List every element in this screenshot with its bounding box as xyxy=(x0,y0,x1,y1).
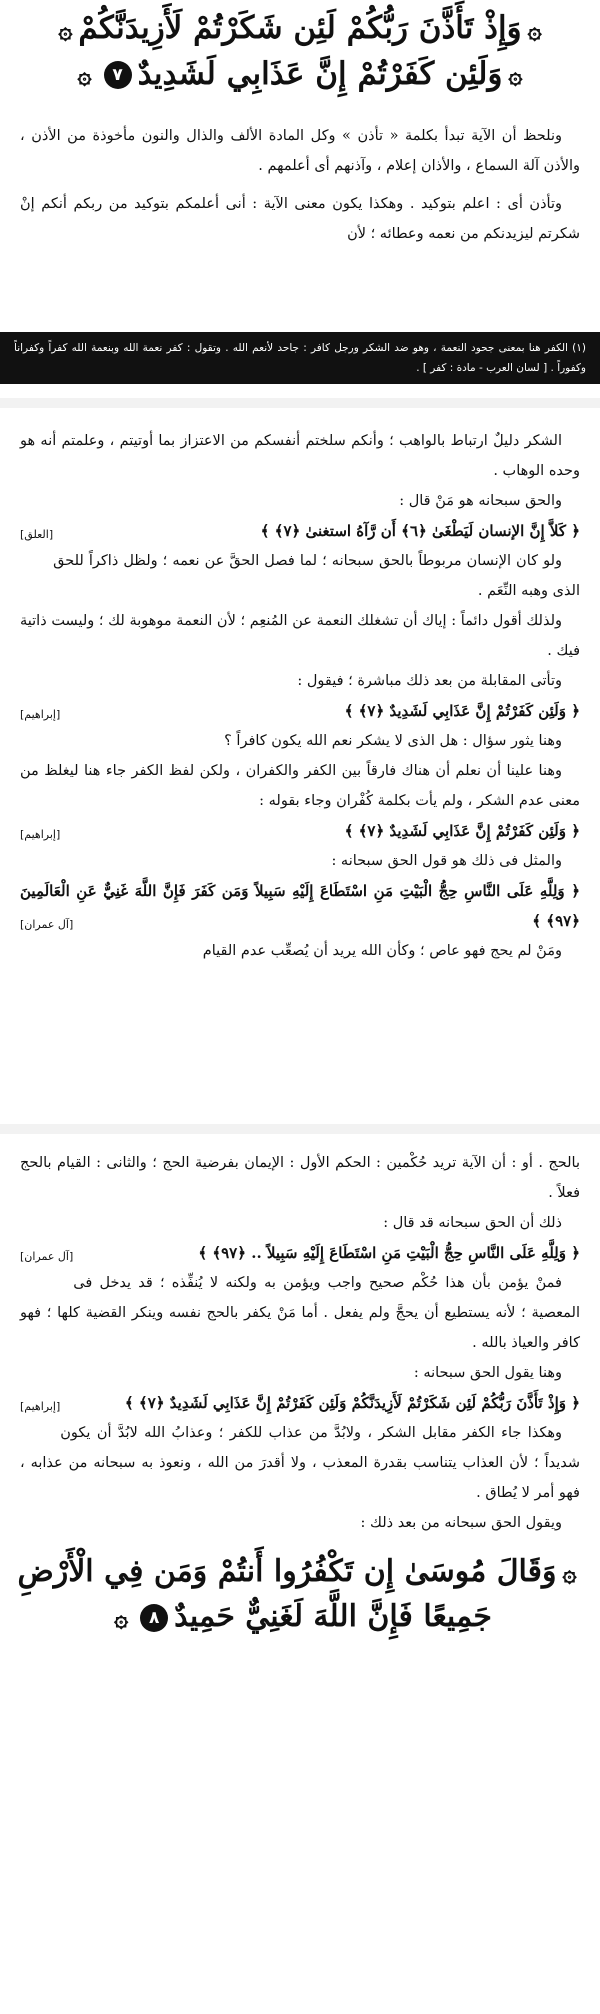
quran-quote xyxy=(0,1238,600,1268)
paragraph: وهكذا جاء الكفر مقابل الشكر ، ولابُدَّ من عذاب للكفر ؛ وعذابُ الله لابُدَّ أن يكون شديداً ؛ لأن العذاب يتناسب بقدرة المعذب ، ولا أقدرَ من الله ، ونعوذ به سبحانه من عذابه ، فهو أمر لا يُطاق . xyxy=(20,1425,580,1501)
page-2 xyxy=(0,408,600,1124)
ornament-icon: ۞ xyxy=(58,14,73,44)
quote-text: ﴿ وَلِلَّهِ عَلَى النَّاسِ حِجُّ الْبَيْتِ مَنِ اسْتَطَاعَ إِلَيْهِ سَبِيلاً وَمَن كَفَرَ فَإِنَّ اللَّهَ غَنِيٌّ عَنِ الْعَالَمِينَ ﴿٩٧﴾ ﴾ xyxy=(20,882,580,930)
verse-text: وَقَالَ مُوسَىٰ إِن تَكْفُرُوا أَنتُمْ وَمَن فِي الْأَرْضِ xyxy=(17,1554,557,1589)
ornament-icon: ۞ xyxy=(527,14,542,44)
verse-text: وَإِذْ تَأَذَّنَ رَبُّكُمْ لَئِن شَكَرْتُمْ لَأَزِيدَنَّكُمْ xyxy=(78,10,522,46)
page-1 xyxy=(0,0,600,398)
paragraph: بالحج . أو : أن الآية تريد حُكْمين : الحكم الأول : الإيمان بفرضية الحج ؛ والثانى : القيام بالحج فعلاً . xyxy=(20,1155,580,1201)
paragraph: فمنْ يؤمن بأن هذا حُكْم صحيح واجب ويؤمن به ولكنه لا يُنفِّذه ؛ قد يدخل فى المعصية ؛ لأنه يستطيع أن يحجَّ ولم يفعل . أما مَنْ يكفر بالحج نفسه وينكر القضية كلها ؛ فهو كافر والعياذ بالله . xyxy=(20,1275,580,1351)
paragraph: والحق سبحانه هو مَنْ قال : xyxy=(399,493,562,509)
verse-line-2 xyxy=(8,52,592,98)
paragraph: وهنا يقول الحق سبحانه : xyxy=(413,1365,562,1381)
paragraph: ولذلك أقول دائماً : إياك أن تشغلك النعمة عن المُنعِم ؛ لأن النعمة موهوبة لك ؛ وليست ذاتية فيك . xyxy=(20,613,580,659)
page-gap xyxy=(0,398,600,408)
quote-source: [إبراهيم] xyxy=(20,1400,61,1413)
quran-quote xyxy=(0,696,600,726)
paragraph: والمثل فى ذلك هو قول الحق سبحانه : xyxy=(331,853,562,869)
paragraph: ولو كان الإنسان مربوطاً بالحق سبحانه ؛ لما فصل الحقَّ عن نعمه ؛ ولظل ذاكراً للحق الذى وهبه النِّعَم . xyxy=(53,553,580,599)
verse-line-1 xyxy=(8,6,592,52)
quran-quote xyxy=(0,816,600,846)
verse-text: وَلَئِن كَفَرْتُمْ إِنَّ عَذَابِي لَشَدِيدٌ xyxy=(137,55,503,92)
quote-text: ﴿ وَلَئِن كَفَرْتُمْ إِنَّ عَذَابِي لَشَدِيدٌ ﴿٧﴾ ﴾ xyxy=(344,702,580,720)
paragraph: وتأذن أى : اعلم بتوكيد . وهكذا يكون معنى الآية : أنى أعلمكم بتوكيد من ربكم أنكم إنْ شكرتم ليزيدنكم من نعمه وعطائه ؛ لأن xyxy=(20,196,580,242)
ornament-icon: ۞ xyxy=(508,60,523,89)
paragraph: وهنا يثور سؤال : هل الذى لا يشكر نعم الله يكون كافراً ؟ xyxy=(224,733,562,749)
paragraph: الشكر دليلٌ ارتباط بالواهب ؛ وأنكم سلختم أنفسكم من الاعتزاز بما أوتيتم ، وعلمتم أنه هو وحده الوهاب . xyxy=(20,433,580,479)
quran-quote xyxy=(0,516,600,546)
verse-banner xyxy=(0,1538,600,1640)
quote-source: [آل عمران] xyxy=(20,918,74,931)
verse-number: ٧ xyxy=(104,61,132,89)
quote-text: ﴿ كَلاَّ إِنَّ الإنسان لَيَطْغَىٰ ﴿٦﴾ أَن رَّآهُ استغنىٰ ﴿٧﴾ ﴾ xyxy=(260,522,580,540)
paragraph: ويقول الحق سبحانه من بعد ذلك : xyxy=(360,1515,562,1531)
verse-line-2 xyxy=(8,1595,592,1640)
quote-text: ﴿ وَلِلَّهِ عَلَى النَّاسِ حِجُّ الْبَيْتِ مَنِ اسْتَطَاعَ إِلَيْهِ سَبِيلاً .. ﴿٩٧﴾ ﴾ xyxy=(198,1244,580,1262)
quote-source: [إبراهيم] xyxy=(20,828,61,841)
verse-line-1 xyxy=(8,1550,592,1595)
ornament-icon: ۞ xyxy=(114,1603,129,1632)
quote-text: ﴿ وَإِذْ تَأَذَّنَ رَبُّكُمْ لَئِن شَكَرْتُمْ لَأَزِيدَنَّكُمْ وَلَئِن كَفَرْتُمْ إِنَّ عَذَابِي لَشَدِيدٌ ﴿٧﴾ ﴾ xyxy=(124,1394,580,1412)
verse-number: ٨ xyxy=(140,1604,168,1632)
footnote-text: (١) الكفر هنا بمعنى جحود النعمة ، وهو ضد الشكر ورجل كافر : جاحد لأنعم الله . وتقول : كفر نعمة الله وبنعمة الله كفراً وكفراناً وكفوراً . [ لسان العرب - مادة : كفر ] . xyxy=(14,342,586,374)
paragraph: وهنا علينا أن نعلم أن هناك فارقاً بين الكفر والكفران ، ولكن لفظ الكفر جاء هنا ليغلظ من معنى عدم الشكر ، ولم يأت بكلمة كُفْران وجاء بقوله : xyxy=(20,763,580,809)
page-3 xyxy=(0,1134,600,2014)
paragraph: وتأتى المقابلة من بعد ذلك مباشرة ؛ فيقول : xyxy=(297,673,562,689)
quote-source: [العلق] xyxy=(20,528,54,541)
quote-source: [إبراهيم] xyxy=(20,708,61,721)
ornament-icon: ۞ xyxy=(77,60,92,89)
verse-banner xyxy=(0,0,600,97)
paragraph: ومَنْ لم يحج فهو عاص ؛ وكأن الله يريد أن يُصعِّب عدم القيام xyxy=(202,943,562,959)
quran-quote xyxy=(0,1388,600,1418)
footnote xyxy=(0,332,600,384)
page-gap xyxy=(0,1124,600,1134)
verse-text: جَمِيعًا فَإِنَّ اللَّهَ لَغَنِيٌّ حَمِيدٌ xyxy=(174,1599,492,1634)
quran-quote xyxy=(0,876,600,936)
quote-source: [آل عمران] xyxy=(20,1250,74,1263)
quote-text: ﴿ وَلَئِن كَفَرْتُمْ إِنَّ عَذَابِي لَشَدِيدٌ ﴿٧﴾ ﴾ xyxy=(344,822,580,840)
paragraph: ونلحظ أن الآية تبدأ بكلمة « تأذن » وكل المادة الألف والذال والنون مأخوذة من الأذن ، والأذن آلة السماع ، والأذان إعلام ، وآذنهم أى أعلمهم . xyxy=(20,128,580,174)
paragraph: ذلك أن الحق سبحانه قد قال : xyxy=(383,1215,562,1231)
ornament-icon: ۞ xyxy=(562,1558,577,1587)
